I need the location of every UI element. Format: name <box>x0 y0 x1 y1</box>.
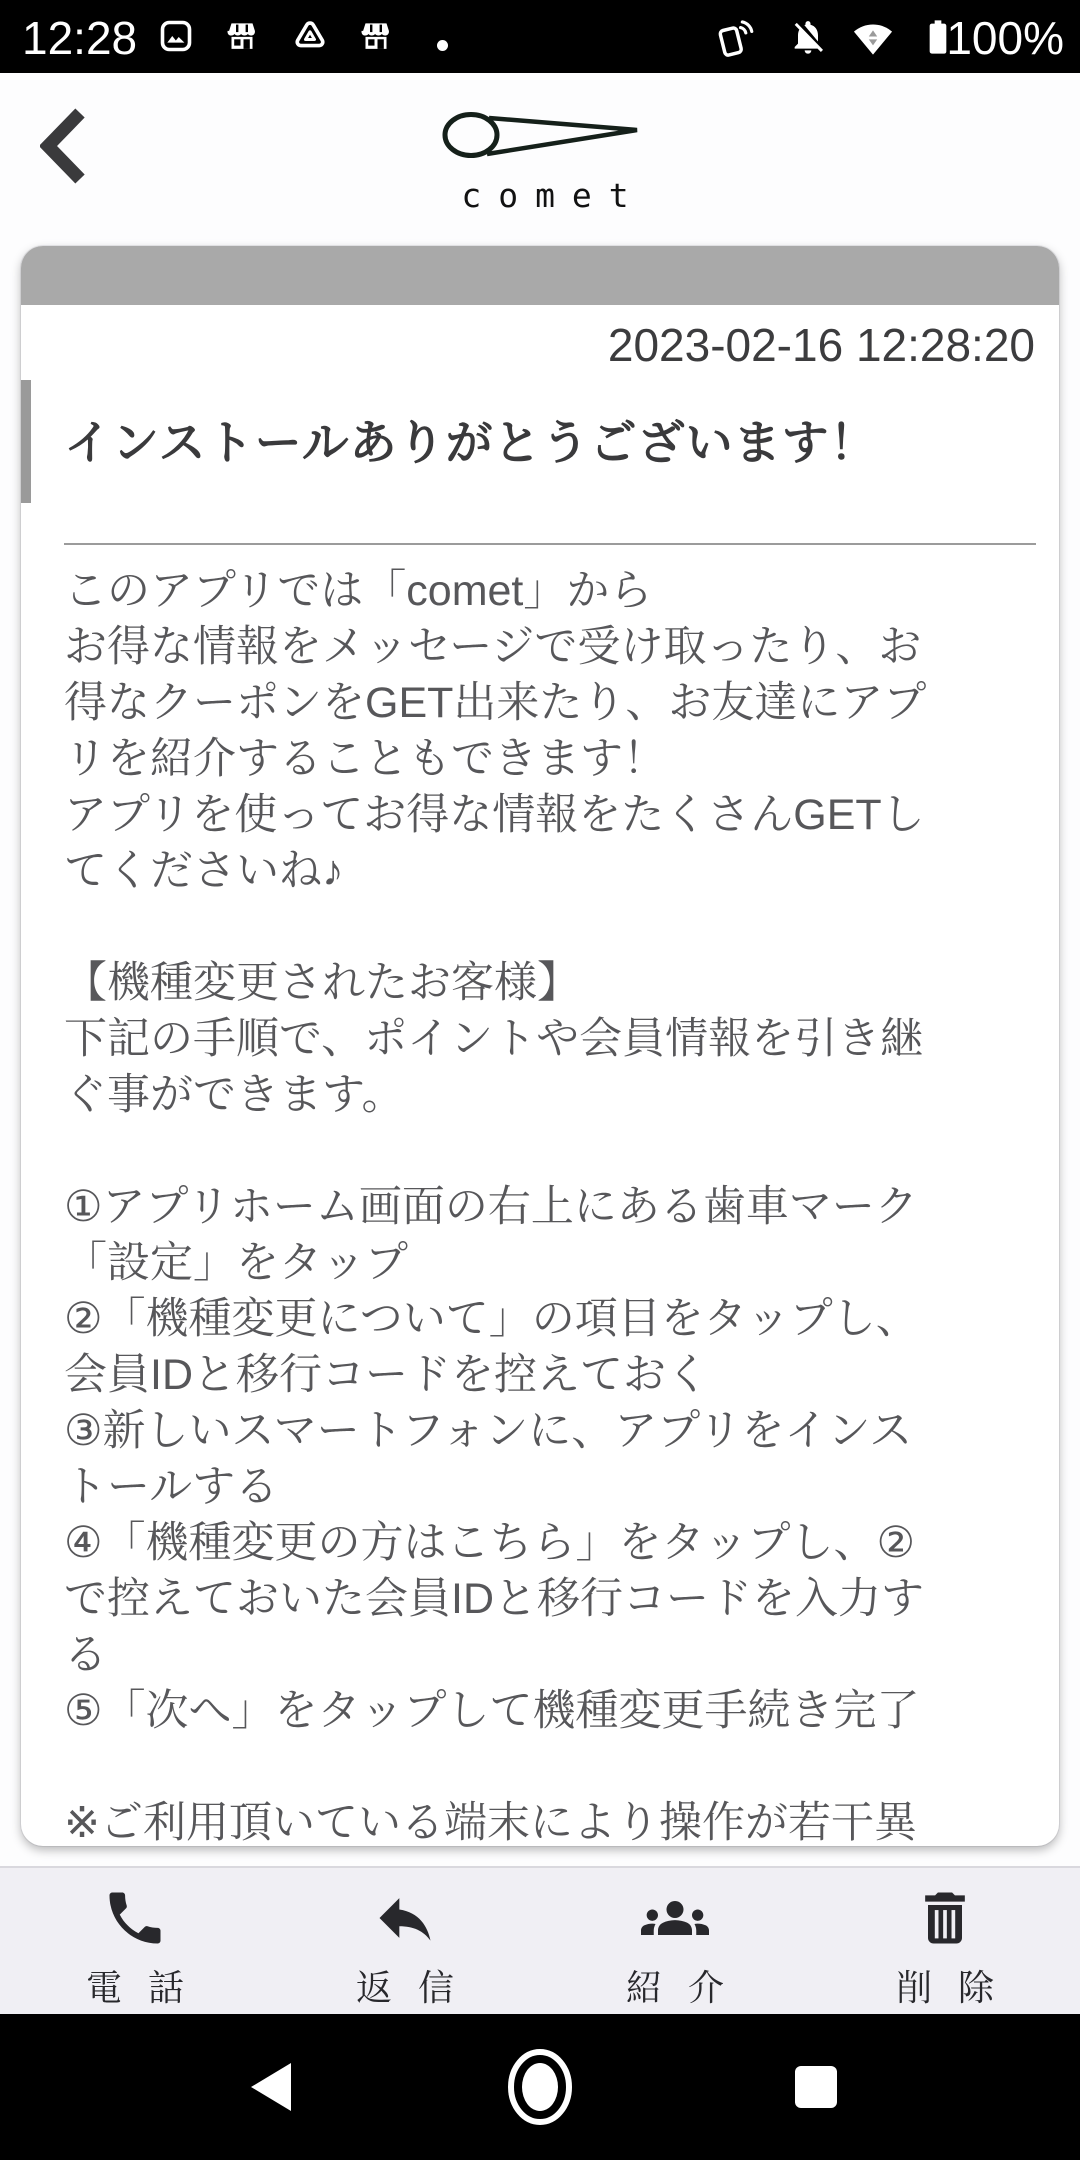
body-line: ①アプリホーム画面の右上にある歯車マーク <box>64 1183 918 1231</box>
reply-label: 返信 <box>355 1967 480 2008</box>
body-line: お得な情報をメッセージで受け取ったり、お <box>64 623 922 671</box>
overflow-dot-icon <box>437 40 448 51</box>
body-line: ※ご利用頂いている端末により操作が若干異 <box>64 1799 918 1846</box>
body-line: ④「機種変更の方はこちら」をタップし、② <box>64 1519 916 1567</box>
nav-home-button[interactable] <box>465 2014 615 2160</box>
body-line: 得なクーポンをGET出来たり、お友達にアプ <box>64 679 927 727</box>
action-toolbar <box>0 1866 1080 2014</box>
scrollbar-thumb[interactable] <box>21 380 31 503</box>
header <box>0 73 1080 246</box>
triangle-app-icon <box>292 18 328 54</box>
body-line: 「設定」をタップ <box>64 1239 408 1287</box>
comet-logo <box>435 91 655 241</box>
back-button[interactable] <box>40 108 120 208</box>
call-label: 電話 <box>85 1967 210 2008</box>
body-line: ②「機種変更について」の項目をタップし、 <box>64 1295 919 1343</box>
notifications-off-icon <box>788 17 828 57</box>
back-chevron-icon <box>40 108 86 184</box>
storefront-icon <box>358 18 394 54</box>
message-timestamp: 2023-02-16 12:28:20 <box>607 319 1035 371</box>
body-line: リを紹介することもできます！ <box>64 735 666 783</box>
phone-icon <box>101 1884 169 1952</box>
message-title: インストールありがとうございます！ <box>64 416 878 469</box>
body-line: このアプリでは「comet」から <box>64 567 653 615</box>
body-line: る <box>64 1631 107 1679</box>
trash-icon <box>911 1884 979 1952</box>
logo-text: comet <box>461 176 646 215</box>
message-card <box>21 246 1059 1846</box>
body-line <box>64 1123 1036 1179</box>
refer-button[interactable] <box>540 1868 810 2014</box>
status-time: 12:28 <box>22 12 138 64</box>
nav-overview-icon <box>793 2064 839 2110</box>
body-line: で控えておいた会員IDと移行コードを入力す <box>64 1575 924 1623</box>
nav-home-icon <box>507 2048 573 2126</box>
message-body[interactable] <box>64 563 1036 1846</box>
delete-label: 削除 <box>895 1967 1020 2008</box>
body-line <box>64 1739 1036 1795</box>
body-line: ぐ事ができます。 <box>64 1071 405 1119</box>
call-button[interactable] <box>0 1868 270 2014</box>
body-line: 下記の手順で、ポイントや会員情報を引き継 <box>64 1015 924 1063</box>
delete-button[interactable] <box>810 1868 1080 2014</box>
battery-percent: 100% <box>946 12 1064 64</box>
body-line <box>64 899 1036 955</box>
body-line: ⑤「次へ」をタップして機種変更手続き完了 <box>64 1687 920 1735</box>
body-line: アプリを使ってお得な情報をたくさんGETし <box>64 791 925 839</box>
wifi-traffic-icon <box>851 15 895 59</box>
nav-back-button[interactable] <box>195 2014 345 2160</box>
divider <box>64 543 1036 545</box>
storefront-icon <box>224 18 260 54</box>
body-line: トールする <box>64 1463 279 1511</box>
body-line: 会員IDと移行コードを控えておく <box>64 1351 709 1399</box>
android-nav-bar <box>0 2014 1080 2160</box>
nav-overview-button[interactable] <box>741 2014 891 2160</box>
refer-label: 紹介 <box>625 1967 750 2008</box>
nfc-icon <box>715 16 757 58</box>
comet-mark-icon <box>435 91 655 173</box>
card-header-strip <box>21 246 1059 305</box>
body-line: ③新しいスマートフォンに、アプリをインス <box>64 1407 913 1455</box>
reply-icon <box>371 1884 439 1952</box>
gallery-icon <box>158 18 194 54</box>
body-line: てくださいね♪ <box>64 847 344 895</box>
people-icon <box>641 1884 709 1952</box>
body-line: 【機種変更されたお客様】 <box>64 959 580 1007</box>
status-bar <box>0 0 1080 73</box>
nav-back-icon <box>247 2061 293 2113</box>
reply-button[interactable] <box>270 1868 540 2014</box>
